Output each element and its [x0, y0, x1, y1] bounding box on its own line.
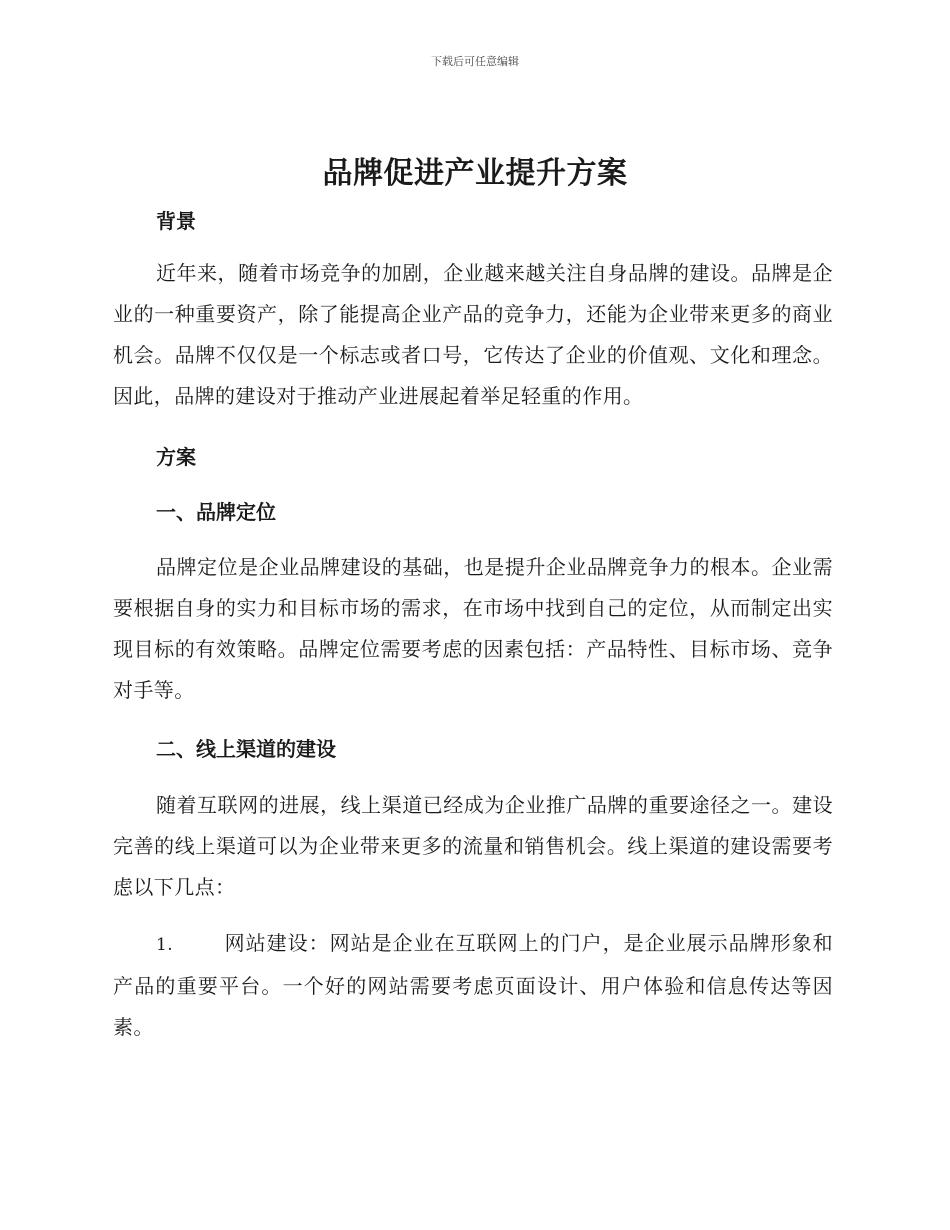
list-item-number: 1.	[156, 935, 174, 955]
background-paragraph: 近年来，随着市场竞争的加剧，企业越来越关注自身品牌的建设。品牌是企业的一种重要资产，除了能提高企业产品的竞争力，还能为企业带来更多的商业机会。品牌不仅仅是一个标志或者口号，它传达了企业的价值观、文化和理念。因此，品牌的建设对于推动产业进展起着举足轻重的作用。	[113, 261, 833, 408]
document-title: 品牌促进产业提升方案	[322, 156, 628, 191]
section1-paragraph: 品牌定位是企业品牌建设的基础，也是提升企业品牌竞争力的根本。企业需要根据自身的实力和目标市场的需求，在市场中找到自己的定位，从而制定出实现目标的有效策略。品牌定位需要考虑的因素包括：产品特性、目标市场、竞争对手等。	[113, 555, 833, 702]
page-header-note: 下载后可任意编辑	[431, 55, 519, 68]
section1-heading: 一、品牌定位	[156, 500, 276, 524]
plan-heading: 方案	[156, 445, 196, 469]
list-item	[113, 923, 833, 1048]
background-heading: 背景	[156, 209, 196, 233]
section2-heading: 二、线上渠道的建设	[156, 737, 336, 761]
section2-paragraph: 随着互联网的进展，线上渠道已经成为企业推广品牌的重要途径之一。建设完善的线上渠道可以为企业带来更多的流量和销售机会。线上渠道的建设需要考虑以下几点：	[113, 793, 833, 899]
list-item-text: 网站建设：网站是企业在互联网上的门户，是企业展示品牌形象和产品的重要平台。一个好的网站需要考虑页面设计、用户体验和信息传达等因素。	[113, 931, 833, 1039]
